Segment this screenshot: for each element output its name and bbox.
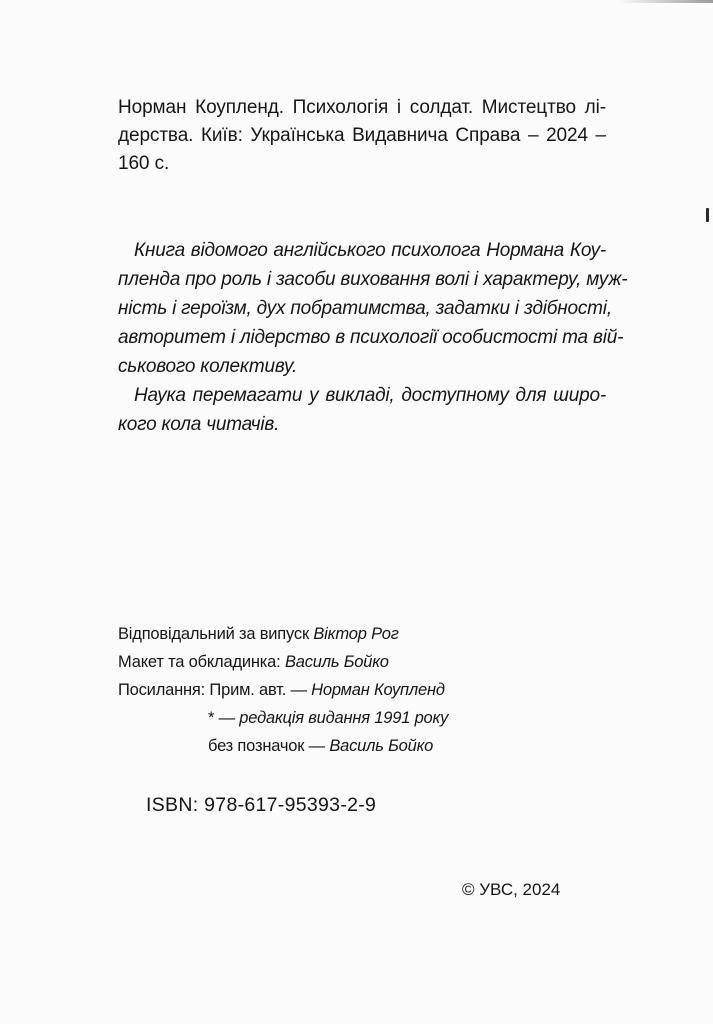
annotation-line: пленда про роль і засоби виховання волі і характеру, муж- bbox=[118, 269, 628, 290]
book-annotation bbox=[118, 236, 628, 439]
credit-label: Посилання: Прим. авт. — bbox=[118, 681, 307, 699]
credit-label: без позначок — bbox=[208, 737, 325, 755]
annotation-line: кого кола читачів. bbox=[118, 414, 280, 435]
credit-name: редакція видання 1991 року bbox=[239, 709, 449, 727]
credit-responsible bbox=[118, 620, 558, 648]
credit-label: Макет та обкладинка: bbox=[118, 653, 281, 671]
copyright-notice: © УВС, 2024 bbox=[462, 880, 561, 899]
credit-notes bbox=[118, 676, 558, 704]
biblio-line-3: 160 с. bbox=[118, 153, 170, 174]
scan-edge-mark bbox=[706, 208, 709, 222]
biblio-line-1: Норман Коупленд. Психологія і солдат. Мистецтво лі- bbox=[118, 97, 606, 118]
credit-name: Василь Бойко bbox=[329, 737, 434, 755]
publication-credits bbox=[118, 620, 558, 760]
credit-layout bbox=[118, 648, 558, 676]
annotation-line: ність і героїзм, дух побратимства, задатки і здібності, bbox=[118, 298, 612, 319]
scan-edge-shadow bbox=[618, 0, 713, 3]
credit-star-note bbox=[118, 704, 558, 732]
annotation-line: авторитет і лідерство в психології особистості та вій- bbox=[118, 327, 624, 348]
credit-name: Віктор Рог bbox=[313, 625, 399, 643]
credit-label: Відповідальний за випуск bbox=[118, 625, 309, 643]
biblio-line-2: дерства. Київ: Українська Видавнича Справа – 2024 – bbox=[118, 125, 606, 146]
bibliographic-description bbox=[118, 94, 606, 178]
credit-name: Норман Коупленд bbox=[311, 681, 445, 699]
credit-name: Василь Бойко bbox=[284, 653, 389, 671]
credit-label: * — bbox=[208, 709, 235, 727]
annotation-line: ськового колективу. bbox=[118, 356, 298, 377]
isbn-number: ISBN: 978-617-95393-2-9 bbox=[146, 794, 377, 816]
annotation-line: Книга відомого англійського психолога Нормана Коу- bbox=[134, 240, 606, 261]
annotation-line: Наука перемагати у викладі, доступному для широ- bbox=[134, 385, 606, 406]
credit-unmarked-note bbox=[118, 732, 558, 760]
